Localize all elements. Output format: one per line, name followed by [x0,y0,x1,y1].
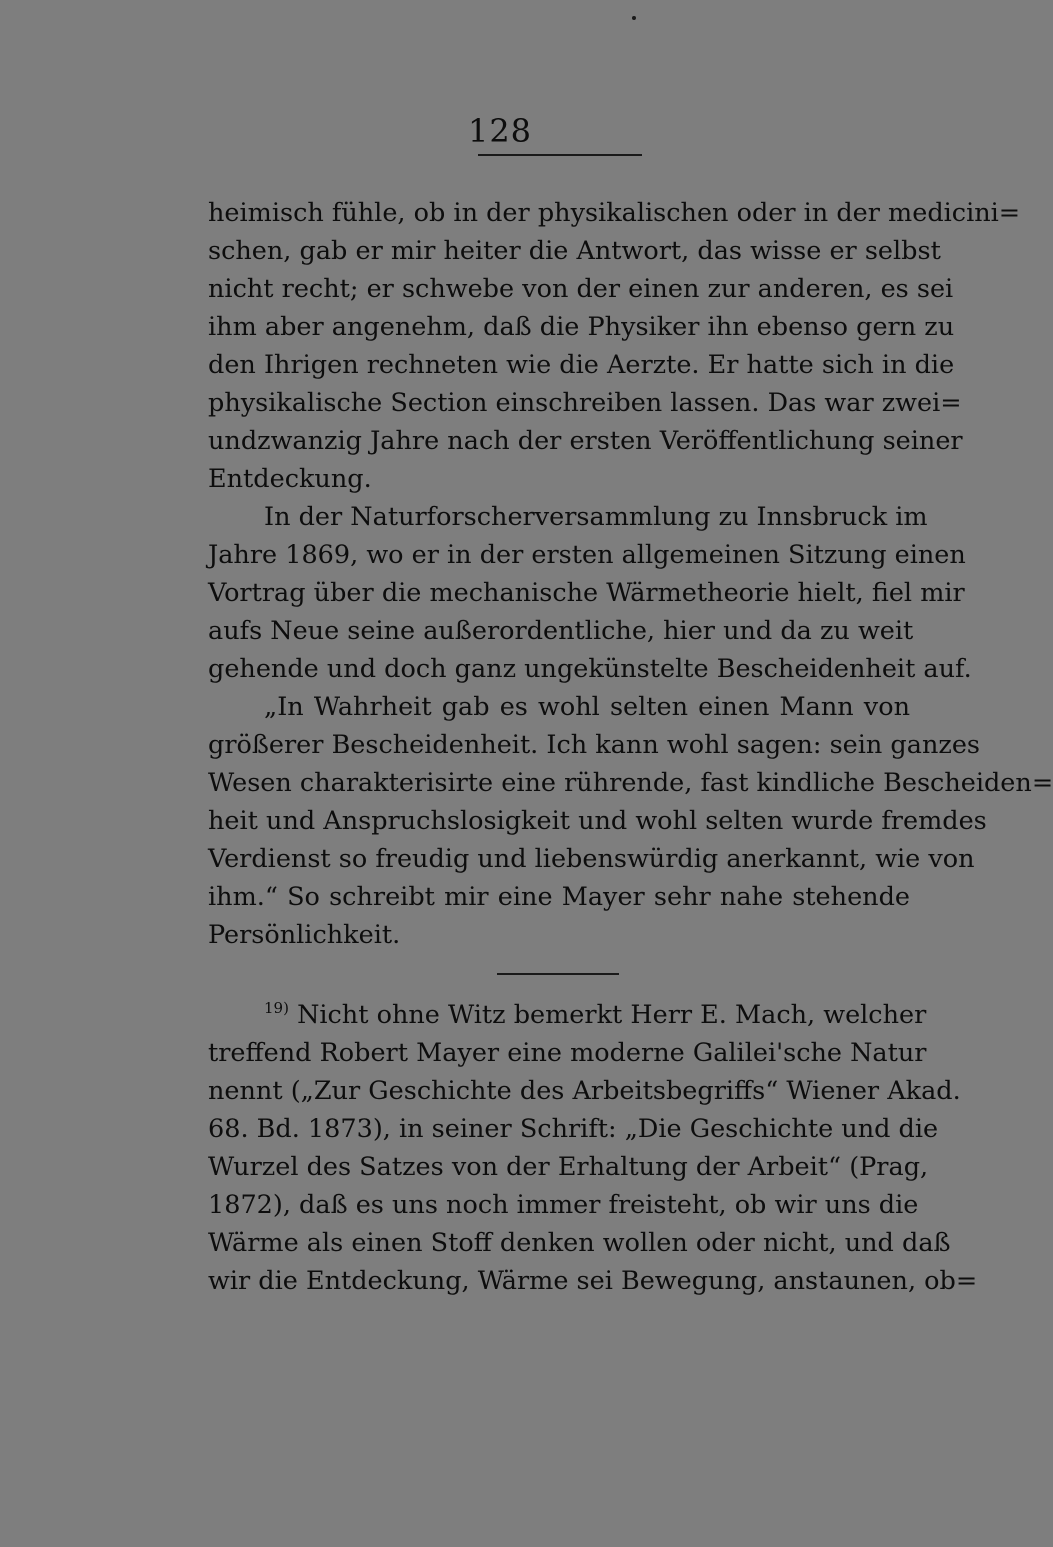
body-line: schen, gab er mir heiter die Antwort, das wisse er selbst [208,236,941,266]
body-line: den Ihrigen rechneten wie die Aerzte. Er hatte sich in die [208,350,955,380]
body-text [208,194,1053,954]
body-line: aufs Neue seine außerordentliche, hier und da zu weit [208,616,914,646]
page-number: 128 [467,112,533,150]
body-line: Persönlichkeit. [208,920,401,950]
body-line: undzwanzig Jahre nach der ersten Veröffentlichung seiner [208,426,963,456]
footnote-line: wir die Entdeckung, Wärme sei Bewegung, anstaunen, ob= [208,1266,978,1296]
body-line: heimisch fühle, ob in der physikalischen oder in der medicini= [208,198,1021,228]
body-line: ihm.“ So schreibt mir eine Mayer sehr nahe stehende [208,882,910,912]
footnote-line: treffend Robert Mayer eine moderne Galilei'sche Natur [208,1038,927,1068]
body-line: physikalische Section einschreiben lassen. Das war zwei= [208,388,962,418]
footnote-line: 1872), daß es uns noch immer freisteht, ob wir uns die [208,1190,919,1220]
body-line: gehende und doch ganz ungekünstelte Bescheidenheit auf. [208,654,972,684]
footnote-first-line: Nicht ohne Witz bemerkt Herr E. Mach, welcher [297,1000,927,1030]
body-line: „In Wahrheit gab es wohl selten einen Mann von [264,692,910,722]
body-line: nicht recht; er schwebe von der einen zur anderen, es sei [208,274,954,304]
body-line: Verdienst so freudig und liebenswürdig anerkannt, wie von [208,844,975,874]
footnote-line: 68. Bd. 1873), in seiner Schrift: „Die Geschichte und die [208,1114,939,1144]
body-line: In der Naturforscherversammlung zu Innsbruck im [264,502,928,532]
body-line: Jahre 1869, wo er in der ersten allgemeinen Sitzung einen [208,540,966,570]
footnote-line: Wärme als einen Stoff denken wollen oder nicht, und daß [208,1228,951,1258]
footnote-line: Wurzel des Satzes von der Erhaltung der Arbeit“ (Prag, [208,1152,929,1182]
body-line: ihm aber angenehm, daß die Physiker ihn ebenso gern zu [208,312,955,342]
footnote-line: nennt („Zur Geschichte des Arbeitsbegriffs“ Wiener Akad. [208,1076,961,1106]
body-line: Entdeckung. [208,464,372,494]
body-line: Vortrag über die mechanische Wärmetheorie hielt, fiel mir [208,578,965,608]
footnote-marker: 19) [264,999,289,1017]
page-speck [632,16,636,20]
header-rule [478,154,642,156]
footnote-line [208,996,927,1034]
footnote-rule [497,973,619,975]
body-line: größerer Bescheidenheit. Ich kann wohl sagen: sein ganzes [208,730,980,760]
footnote [208,996,978,1300]
body-line: heit und Anspruchslosigkeit und wohl selten wurde fremdes [208,806,987,836]
body-line: Wesen charakterisirte eine rührende, fast kindliche Bescheiden= [208,768,1053,798]
